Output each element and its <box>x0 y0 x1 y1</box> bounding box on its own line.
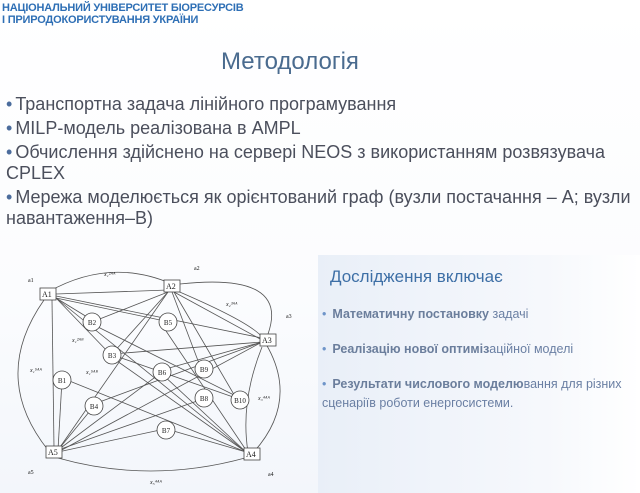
node-B3-label: B3 <box>107 352 117 360</box>
node-B9-label: B9 <box>199 366 209 374</box>
bullet-dot-icon: • <box>6 118 13 138</box>
node-A5-label: A5 <box>48 448 58 457</box>
edge-label: x₁⁵ᴬᴮ <box>86 370 98 376</box>
methodology-bullets <box>6 94 636 232</box>
label-a1: a1 <box>28 278 34 284</box>
node-A1-label: A1 <box>42 290 52 299</box>
bullet-item: • Мережа моделюється як орієнтований граф (вузли постачання – А; вузли навантаження–В) <box>6 187 631 228</box>
bullet-item: • Обчислення здійснено на сервері NEOS з використанням розвязувача CPLEX <box>6 142 605 183</box>
bullet-dot-icon: • <box>6 142 13 162</box>
edge-a1-a5 <box>18 300 48 450</box>
edge-label: x₁⁵ᴬᴬ <box>30 368 42 374</box>
label-a2: a2 <box>194 266 200 272</box>
bullet-item: • Транспортна задача лінійного програмування <box>6 94 397 114</box>
label-a5: a5 <box>28 470 34 476</box>
node-A2-label: A2 <box>166 282 176 291</box>
node-B10-label: B10 <box>234 397 246 405</box>
node-B2-label: B2 <box>87 319 97 327</box>
edge-label: x₂³ᴬᴬ <box>226 302 238 308</box>
node-A4-label: A4 <box>246 450 256 459</box>
bullet-item: • MILP-модель реалізована в AMPL <box>6 118 301 138</box>
edge-label: x₃⁴ᴬᴬ <box>258 396 270 402</box>
research-item: • Результати числового моделювання для різних сценаріїв роботи енергосистеми. <box>322 377 622 410</box>
edge-label: x₅⁴ᴬᴬ <box>150 480 162 486</box>
node-B4-label: B4 <box>89 403 99 411</box>
node-B1-label: B1 <box>57 377 67 385</box>
research-item: • Реалізацію нової оптимізаційної моделі <box>322 342 574 356</box>
university-header <box>2 2 244 26</box>
label-a4: a4 <box>268 472 274 478</box>
slide-title: Методологія <box>221 48 359 75</box>
bullet-dot-icon: • <box>322 307 327 321</box>
network-graph <box>0 262 315 493</box>
edge-a5-a4 <box>58 458 245 471</box>
bullet-dot-icon: • <box>322 377 327 391</box>
edge-label: x₁²ᴬᴬ <box>104 272 116 278</box>
node-B8-label: B8 <box>199 395 209 403</box>
node-B6-label: B6 <box>157 369 167 377</box>
research-item: • Математичну постановку задачі <box>322 307 529 321</box>
research-list <box>322 305 636 429</box>
edge-label: x₁²ᴬᴮ <box>72 338 84 344</box>
node-B7-label: B7 <box>161 427 171 435</box>
label-a3: a3 <box>286 314 292 320</box>
header-line-2: І ПРИРОДОКОРИСТУВАННЯ УКРАЇНИ <box>2 14 199 26</box>
node-A3-label: A3 <box>262 336 272 345</box>
header-line-1: НАЦІОНАЛЬНИЙ УНІВЕРСИТЕТ БІОРЕСУРСІВ <box>2 2 244 14</box>
research-panel-title: Дослідження включає <box>330 267 503 286</box>
node-B5-label: B5 <box>163 319 173 327</box>
bullet-dot-icon: • <box>322 342 327 356</box>
bullet-dot-icon: • <box>6 94 13 114</box>
bullet-dot-icon: • <box>6 187 13 207</box>
